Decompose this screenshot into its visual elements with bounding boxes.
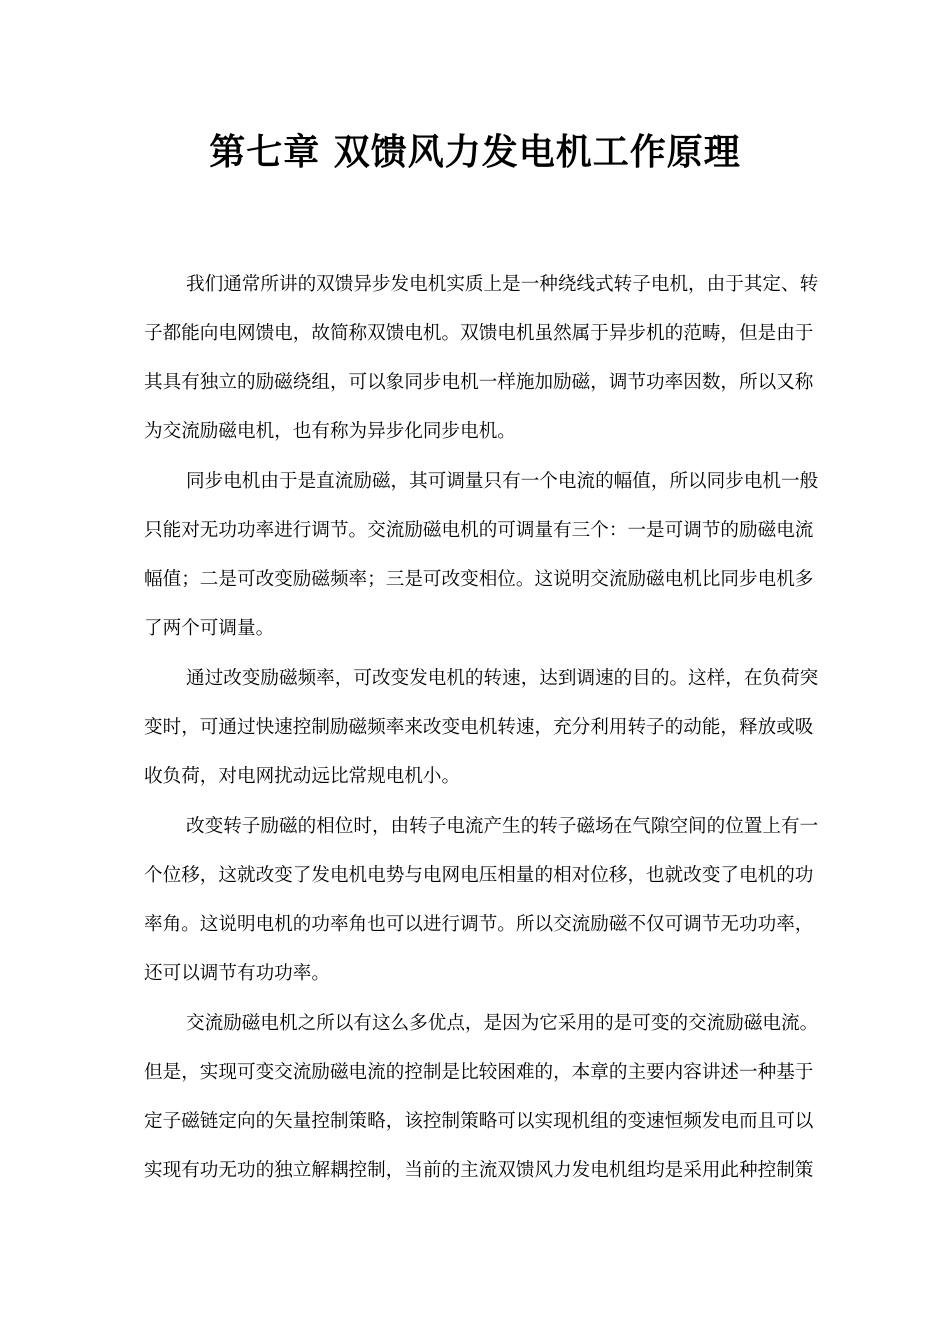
document-body xyxy=(144,263,836,1199)
paragraph-4 xyxy=(144,805,836,1001)
text-line: 子都能向电网馈电，故简称双馈电机。双馈电机虽然属于异步机的范畴，但是由于 xyxy=(144,323,814,344)
text-line: 只能对无功功率进行调节。交流励磁电机的可调量有三个：一是可调节的励磁电流 xyxy=(144,520,814,541)
text-line: 率角。这说明电机的功率角也可以进行调节。所以交流励磁不仅可调节无功功率， xyxy=(144,914,814,935)
text-line: 实现有功无功的独立解耦控制，当前的主流双馈风力发电机组均是采用此种控制策 xyxy=(144,1160,814,1181)
text-line: 收负荷，对电网扰动远比常规电机小。 xyxy=(144,766,461,787)
text-line: 同步电机由于是直流励磁，其可调量只有一个电流的幅值，所以同步电机一般 xyxy=(186,471,819,492)
paragraph-5 xyxy=(144,1002,836,1198)
text-line: 还可以调节有功功率。 xyxy=(144,963,330,984)
text-line: 交流励磁电机之所以有这么多优点，是因为它采用的是可变的交流励磁电流。 xyxy=(186,1013,819,1034)
chapter-title: 第七章 双馈风力发电机工作原理 xyxy=(209,132,741,173)
text-line: 定子磁链定向的矢量控制策略，该控制策略可以实现机组的变速恒频发电而且可以 xyxy=(144,1111,814,1132)
text-line: 但是，实现可变交流励磁电流的控制是比较困难的，本章的主要内容讲述一种基于 xyxy=(144,1062,814,1083)
text-line: 改变转子励磁的相位时，由转子电流产生的转子磁场在气隙空间的位置上有一 xyxy=(186,816,819,837)
text-line: 个位移，这就改变了发电机电势与电网电压相量的相对位移，也就改变了电机的功 xyxy=(144,865,814,886)
paragraph-1 xyxy=(144,263,836,459)
text-line: 通过改变励磁频率，可改变发电机的转速，达到调速的目的。这样，在负荷突 xyxy=(186,668,819,689)
text-line: 了两个可调量。 xyxy=(144,618,275,639)
text-line: 为交流励磁电机，也有称为异步化同步电机。 xyxy=(144,421,516,442)
text-line: 幅值；二是可改变励磁频率；三是可改变相位。这说明交流励磁电机比同步电机多 xyxy=(144,569,814,590)
paragraph-3 xyxy=(144,657,836,804)
text-line: 变时，可通过快速控制励磁频率来改变电机转速，充分利用转子的动能，释放或吸 xyxy=(144,717,814,738)
text-line: 我们通常所讲的双馈异步发电机实质上是一种绕线式转子电机，由于其定、转 xyxy=(186,274,819,295)
text-line: 其具有独立的励磁绕组，可以象同步电机一样施加励磁，调节功率因数，所以又称 xyxy=(144,372,814,393)
paragraph-2 xyxy=(144,460,836,656)
